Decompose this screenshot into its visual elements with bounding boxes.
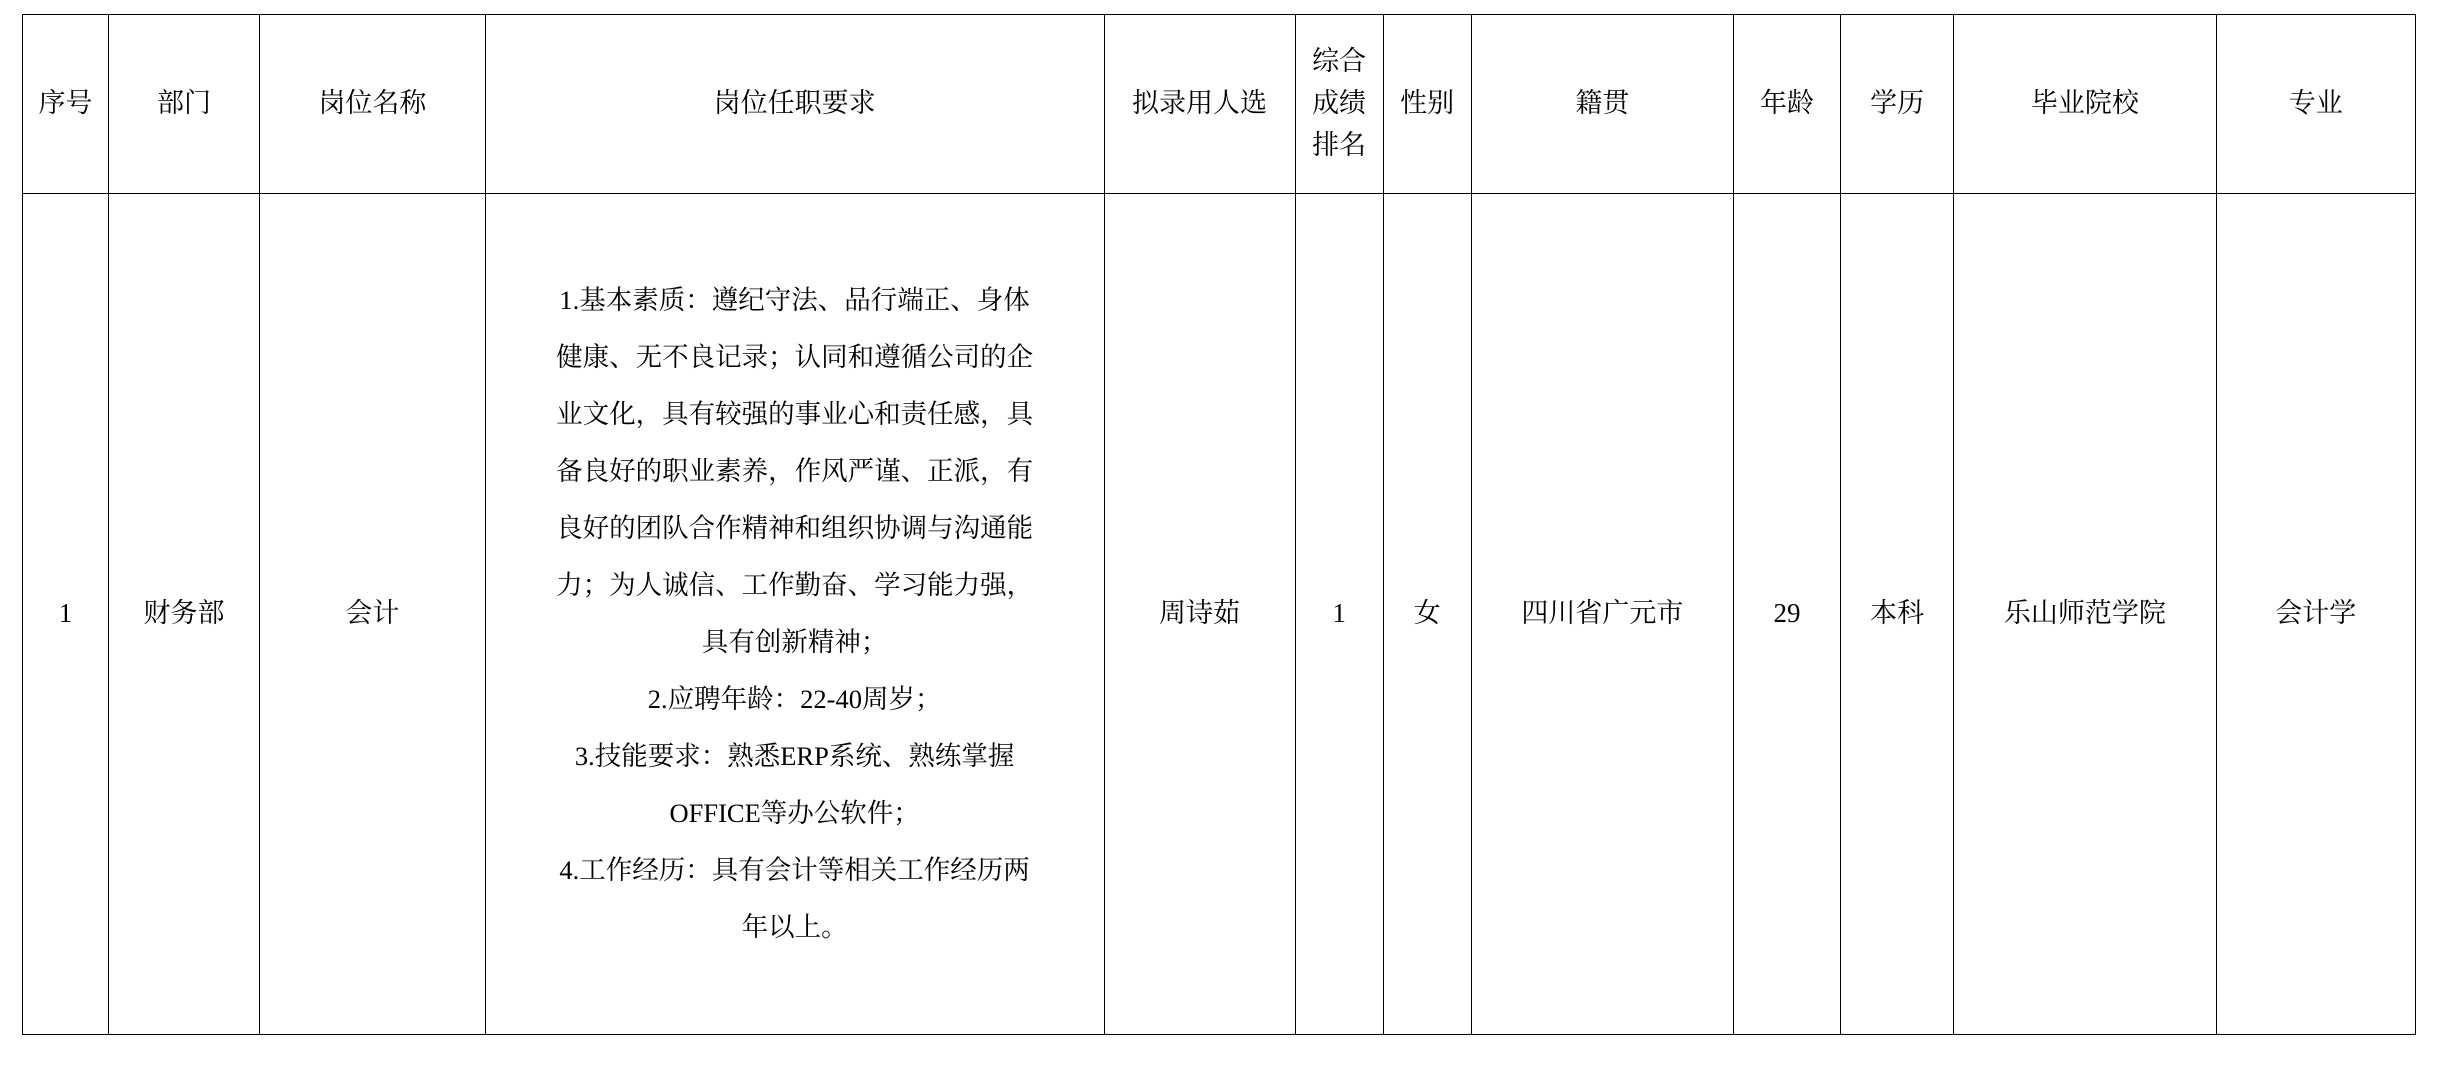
- header-cell-sex: [1383, 15, 1471, 194]
- header-label-requirement: 岗位任职要求: [713, 88, 876, 119]
- requirement-line: 备良好的职业素养，作风严谨、正派，有: [556, 456, 1034, 487]
- header-label-rank-stack: [1296, 41, 1383, 167]
- requirement-line: 1.基本素质：遵纪守法、品行端正、身体: [559, 285, 1030, 316]
- header-cell-seq: [23, 15, 109, 194]
- header-cell-candidate: [1104, 15, 1295, 194]
- cell-education: 本科: [1841, 194, 1954, 1035]
- requirement-line: 良好的团队合作精神和组织协调与沟通能: [556, 513, 1034, 544]
- cell-major: 会计学: [2216, 194, 2415, 1035]
- table-row: [23, 194, 2416, 1035]
- header-label-sex: 性别: [1400, 88, 1455, 119]
- header-label-school: 毕业院校: [2030, 88, 2139, 119]
- header-label-rank-line1: 综合: [1312, 46, 1367, 77]
- cell-sex: 女: [1383, 194, 1471, 1035]
- cell-requirement: [485, 194, 1104, 1035]
- requirement-line: 健康、无不良记录；认同和遵循公司的企: [556, 342, 1034, 373]
- requirement-line: OFFICE等办公软件；: [669, 797, 920, 828]
- requirement-line: 具有创新精神；: [701, 627, 888, 657]
- recruitment-table: [22, 14, 2416, 1035]
- header-label-seq: 序号: [38, 88, 93, 119]
- header-label-dept: 部门: [157, 88, 212, 119]
- header-cell-dept: [109, 15, 260, 194]
- requirement-text: [486, 272, 1104, 956]
- requirement-line: 力；为人诚信、工作勤奋、学习能力强，: [556, 570, 1034, 601]
- header-cell-rank: [1295, 15, 1383, 194]
- header-cell-post: [260, 15, 486, 194]
- cell-rank: 1: [1295, 194, 1383, 1035]
- header-row: [23, 15, 2416, 194]
- header-label-candidate: 拟录用人选: [1132, 88, 1268, 119]
- table-body: [23, 194, 2416, 1035]
- header-cell-education: [1841, 15, 1954, 194]
- cell-post: 会计: [260, 194, 486, 1035]
- header-label-origin: 籍贯: [1575, 88, 1630, 119]
- header-cell-requirement: [485, 15, 1104, 194]
- header-label-major: 专业: [2288, 88, 2343, 119]
- cell-school: 乐山师范学院: [1954, 194, 2216, 1035]
- header-cell-major: [2216, 15, 2415, 194]
- requirement-line: 2.应聘年龄：22-40周岁；: [647, 683, 942, 714]
- header-label-rank-line2: 成绩: [1312, 88, 1367, 119]
- header-label-post: 岗位名称: [318, 88, 427, 119]
- header-label-age: 年龄: [1760, 88, 1814, 119]
- requirement-line: 4.工作经历：具有会计等相关工作经历两: [559, 854, 1030, 885]
- header-label-rank-line3: 排名: [1312, 129, 1367, 160]
- table-header: [23, 15, 2416, 194]
- header-cell-school: [1954, 15, 2216, 194]
- header-cell-age: [1734, 15, 1841, 194]
- cell-dept: 财务部: [109, 194, 260, 1035]
- requirement-line: 3.技能要求：熟悉ERP系统、熟练掌握: [574, 740, 1015, 771]
- cell-seq: 1: [23, 194, 109, 1035]
- requirement-line: 业文化，具有较强的事业心和责任感，具: [556, 399, 1034, 430]
- requirement-line: 年以上。: [741, 911, 848, 942]
- cell-candidate: 周诗茹: [1104, 194, 1295, 1035]
- cell-origin: 四川省广元市: [1471, 194, 1733, 1035]
- cell-age: 29: [1734, 194, 1841, 1035]
- header-label-education: 学历: [1870, 88, 1925, 119]
- header-cell-origin: [1471, 15, 1733, 194]
